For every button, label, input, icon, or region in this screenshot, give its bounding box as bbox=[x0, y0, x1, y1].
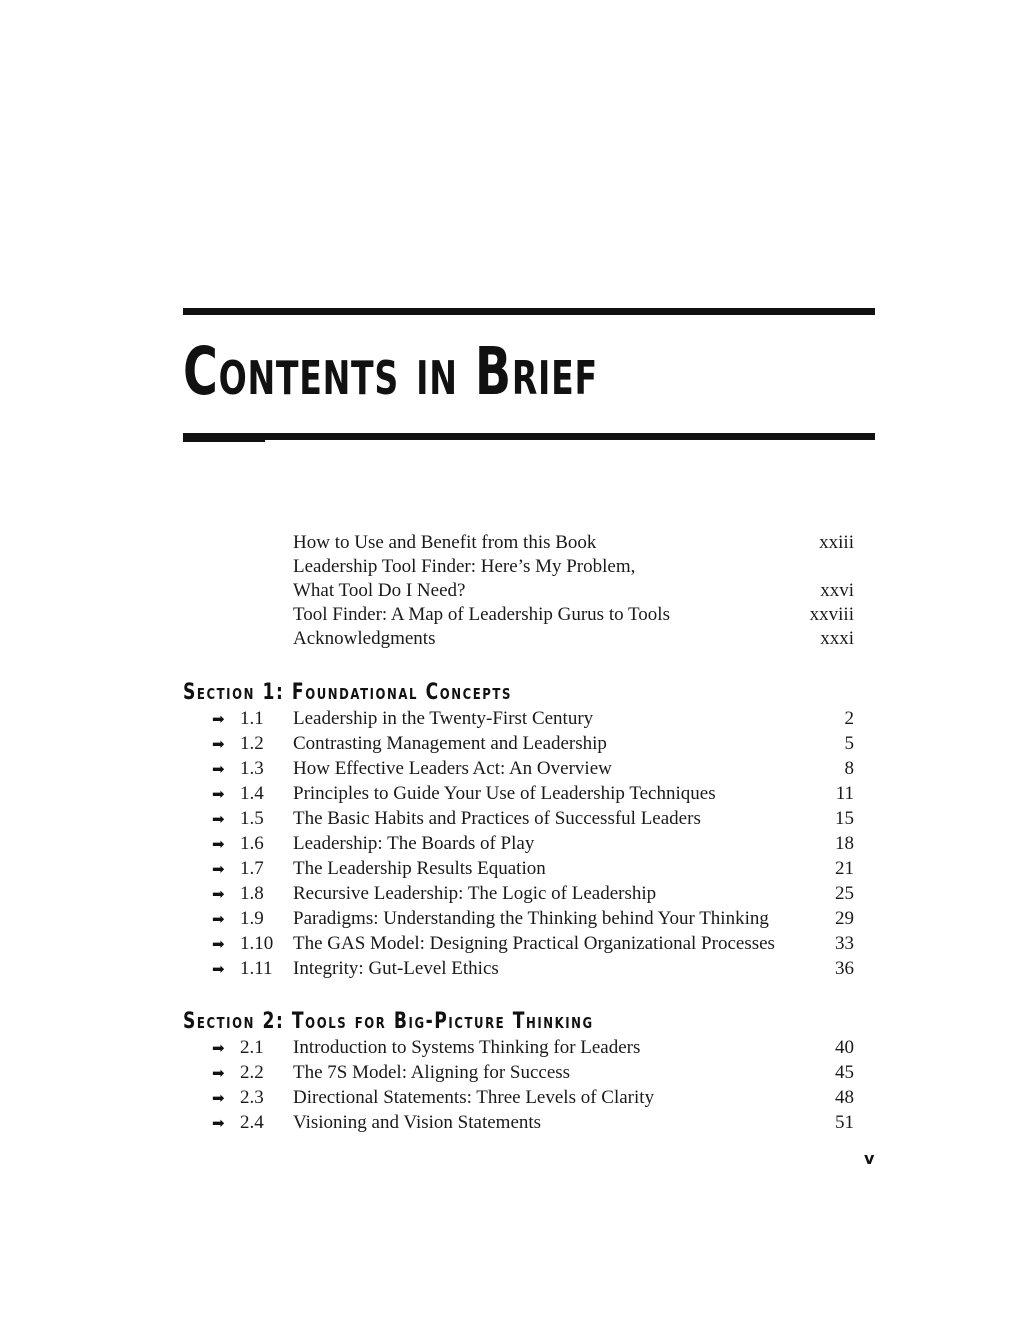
toc-entry[interactable] bbox=[212, 956, 854, 981]
entry-page: 18 bbox=[835, 832, 854, 854]
entry-title: Visioning and Vision Statements bbox=[293, 1111, 542, 1133]
arrow-icon: ➡ bbox=[212, 1088, 225, 1107]
entry-number: 2.2 bbox=[240, 1061, 264, 1083]
toc-entry[interactable] bbox=[212, 731, 854, 756]
entry-title: The Leadership Results Equation bbox=[293, 857, 546, 879]
section-1-entries bbox=[212, 706, 854, 981]
entry-page: 29 bbox=[835, 907, 854, 929]
toc-entry[interactable] bbox=[212, 1060, 854, 1085]
entry-number: 1.10 bbox=[240, 932, 274, 954]
entry-number: 1.4 bbox=[240, 782, 264, 804]
entry-page: 21 bbox=[835, 857, 854, 879]
arrow-icon: ➡ bbox=[212, 859, 225, 878]
entry-number: 1.2 bbox=[240, 732, 264, 754]
arrow-icon: ➡ bbox=[212, 834, 225, 853]
entry-number: 1.8 bbox=[240, 882, 264, 904]
title-rule-top bbox=[183, 308, 875, 315]
entry-page: 33 bbox=[835, 932, 854, 954]
section-1-heading: Section 1: Foundational Concepts bbox=[183, 680, 512, 705]
toc-entry[interactable] bbox=[212, 706, 854, 731]
entry-title: Introduction to Systems Thinking for Leaders bbox=[293, 1036, 641, 1058]
section-2-entries bbox=[212, 1035, 854, 1135]
title-rule-stub bbox=[183, 440, 265, 442]
arrow-icon: ➡ bbox=[212, 959, 225, 978]
front-matter-title: How to Use and Benefit from this Book bbox=[293, 532, 597, 553]
front-matter-page: xxiii bbox=[819, 532, 854, 553]
entry-title: The GAS Model: Designing Practical Organizational Processes bbox=[293, 932, 775, 954]
front-matter-page: xxvi bbox=[820, 580, 854, 601]
arrow-icon: ➡ bbox=[212, 1113, 225, 1132]
toc-entry[interactable] bbox=[212, 931, 854, 956]
entry-number: 1.6 bbox=[240, 832, 264, 854]
entry-number: 2.1 bbox=[240, 1036, 264, 1058]
arrow-icon: ➡ bbox=[212, 734, 225, 753]
front-matter-list bbox=[293, 531, 854, 651]
entry-title: The Basic Habits and Practices of Successful Leaders bbox=[293, 807, 701, 829]
entry-page: 36 bbox=[835, 957, 854, 979]
toc-entry[interactable] bbox=[212, 906, 854, 931]
entry-title: Principles to Guide Your Use of Leadership Techniques bbox=[293, 782, 716, 804]
entry-title: How Effective Leaders Act: An Overview bbox=[293, 757, 612, 779]
toc-entry[interactable] bbox=[212, 781, 854, 806]
toc-entry[interactable] bbox=[212, 1110, 854, 1135]
toc-entry[interactable] bbox=[212, 1085, 854, 1110]
title-rule-bottom bbox=[183, 433, 875, 440]
toc-entry[interactable] bbox=[212, 1035, 854, 1060]
toc-entry[interactable] bbox=[212, 806, 854, 831]
entry-number: 1.9 bbox=[240, 907, 264, 929]
entry-number: 1.11 bbox=[240, 957, 273, 979]
entry-title: Paradigms: Understanding the Thinking behind Your Thinking bbox=[293, 907, 769, 929]
entry-page: 5 bbox=[844, 732, 854, 754]
arrow-icon: ➡ bbox=[212, 759, 225, 778]
toc-entry[interactable] bbox=[212, 831, 854, 856]
entry-title: Directional Statements: Three Levels of Clarity bbox=[293, 1086, 655, 1108]
entry-page: 15 bbox=[835, 807, 854, 829]
entry-page: 2 bbox=[844, 707, 854, 729]
entry-title: Contrasting Management and Leadership bbox=[293, 732, 607, 754]
entry-number: 1.1 bbox=[240, 707, 264, 729]
arrow-icon: ➡ bbox=[212, 1038, 225, 1057]
entry-page: 45 bbox=[835, 1061, 854, 1083]
arrow-icon: ➡ bbox=[212, 1063, 225, 1082]
page-number: v bbox=[864, 1149, 875, 1168]
entry-title: Leadership in the Twenty-First Century bbox=[293, 707, 594, 729]
entry-number: 1.3 bbox=[240, 757, 264, 779]
front-matter-item[interactable] bbox=[293, 555, 854, 603]
entry-title: Leadership: The Boards of Play bbox=[293, 832, 535, 854]
entry-page: 25 bbox=[835, 882, 854, 904]
arrow-icon: ➡ bbox=[212, 884, 225, 903]
section-2-heading: Section 2: Tools for Big-Picture Thinking bbox=[183, 1009, 594, 1034]
toc-entry[interactable] bbox=[212, 856, 854, 881]
arrow-icon: ➡ bbox=[212, 909, 225, 928]
front-matter-title: Leadership Tool Finder: Here’s My Problem, What Tool Do I Need? bbox=[293, 556, 636, 601]
entry-page: 40 bbox=[835, 1036, 854, 1058]
toc-entry[interactable] bbox=[212, 881, 854, 906]
arrow-icon: ➡ bbox=[212, 934, 225, 953]
entry-title: The 7S Model: Aligning for Success bbox=[293, 1061, 571, 1083]
front-matter-item[interactable] bbox=[293, 627, 854, 651]
entry-title: Integrity: Gut-Level Ethics bbox=[293, 957, 499, 979]
arrow-icon: ➡ bbox=[212, 809, 225, 828]
entry-number: 2.4 bbox=[240, 1111, 264, 1133]
front-matter-page: xxviii bbox=[809, 604, 854, 625]
entry-number: 1.5 bbox=[240, 807, 264, 829]
entry-page: 51 bbox=[835, 1111, 854, 1133]
front-matter-item[interactable] bbox=[293, 531, 854, 555]
entry-page: 48 bbox=[835, 1086, 854, 1108]
entry-number: 2.3 bbox=[240, 1086, 264, 1108]
front-matter-title: Tool Finder: A Map of Leadership Gurus to Tools bbox=[293, 604, 670, 625]
front-matter-item[interactable] bbox=[293, 603, 854, 627]
arrow-icon: ➡ bbox=[212, 784, 225, 803]
entry-number: 1.7 bbox=[240, 857, 264, 879]
entry-page: 8 bbox=[844, 757, 854, 779]
toc-entry[interactable] bbox=[212, 756, 854, 781]
front-matter-title: Acknowledgments bbox=[293, 628, 436, 649]
page-title: Contents in Brief bbox=[183, 333, 598, 410]
entry-title: Recursive Leadership: The Logic of Leadership bbox=[293, 882, 657, 904]
entry-page: 11 bbox=[835, 782, 854, 804]
front-matter-page: xxxi bbox=[820, 628, 854, 649]
arrow-icon: ➡ bbox=[212, 709, 225, 728]
